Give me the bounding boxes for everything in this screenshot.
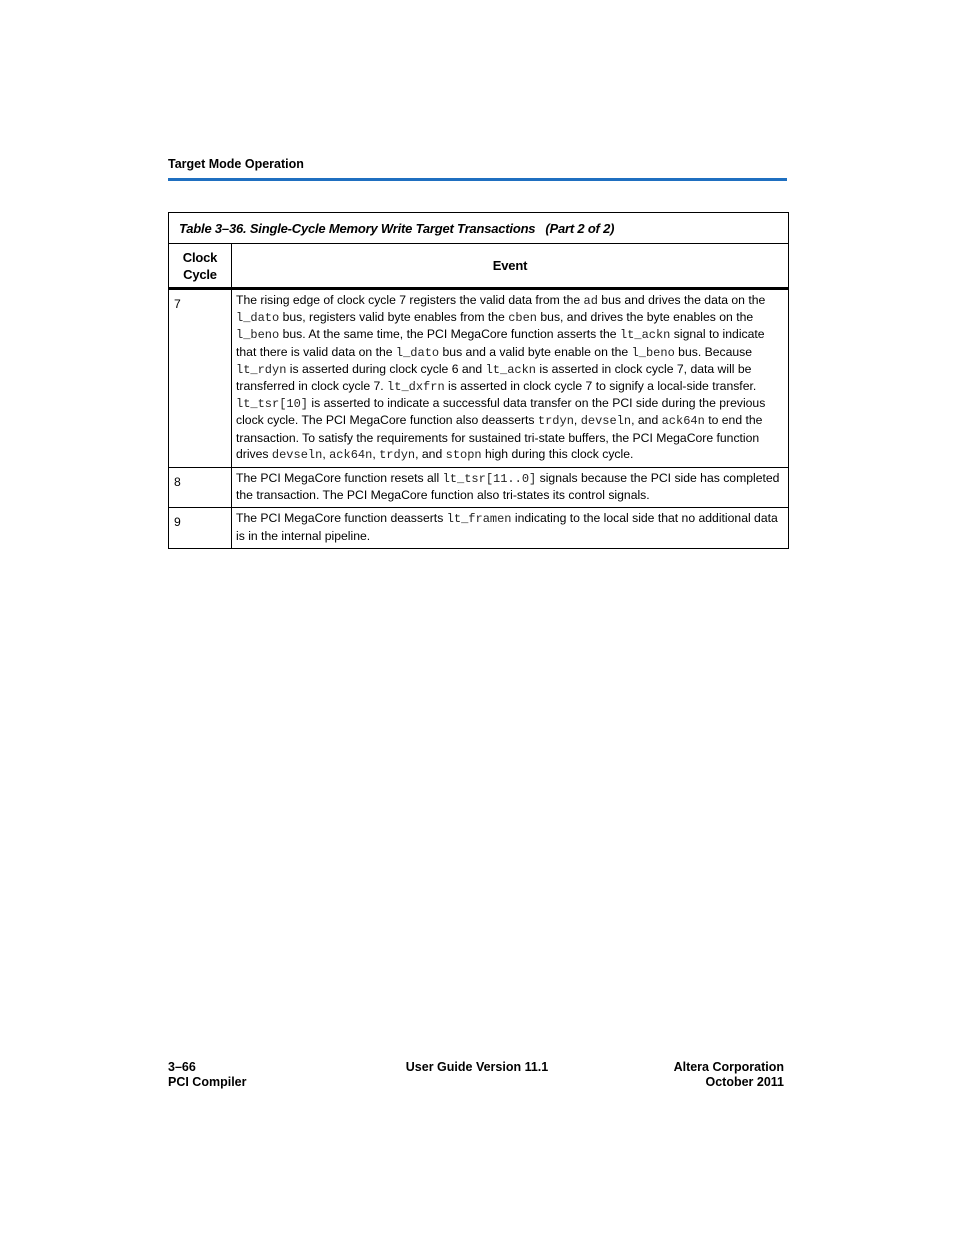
event-cell	[232, 468, 789, 508]
signal-name: lt_ackn	[619, 328, 671, 343]
event-text: is asserted during clock cycle 6 and	[286, 361, 486, 376]
event-text: is asserted in clock cycle 7, data will be transferred in clock cycle 7.	[236, 361, 752, 394]
table-row	[169, 508, 789, 548]
col-header-clock-line1: Clock	[182, 249, 218, 265]
event-text: bus. At the same time, the PCI MegaCore function asserts the	[279, 327, 620, 342]
clock-cycle-cell: 8	[169, 468, 232, 508]
event-cell	[232, 508, 789, 548]
signal-name: lt_rdyn	[236, 362, 287, 377]
signal-name: lt_dxfrn	[387, 380, 445, 395]
signal-name: ack64n	[661, 414, 705, 429]
event-text: ,	[322, 446, 330, 461]
signal-name: l_beno	[631, 345, 675, 360]
table-header-row	[169, 244, 789, 289]
event-text: signals because the PCI side has completed the transaction. The PCI MegaCore function also tri-states its control signals.	[236, 471, 780, 503]
signal-name: ack64n	[329, 447, 373, 462]
signal-name: lt_tsr[10]	[236, 397, 309, 412]
signal-name: devseln	[271, 447, 323, 462]
page-number: 3–66	[168, 1060, 196, 1074]
publish-date: October 2011	[705, 1075, 784, 1089]
signal-name: trdyn	[537, 414, 574, 429]
section-title: Target Mode Operation	[168, 157, 304, 171]
clock-cycle-cell: 9	[169, 508, 232, 548]
table-caption-text: Table 3–36. Single-Cycle Memory Write Target Transactions	[179, 220, 536, 236]
signal-name: ad	[583, 294, 598, 308]
event-text: is asserted to indicate a successful data transfer on the PCI side during the previous clock cycle. The PCI MegaCore function also deasserts	[236, 396, 766, 428]
product-name: PCI Compiler	[168, 1075, 247, 1089]
event-text: signal to indicate that there is valid data on the	[236, 327, 765, 359]
event-text: is asserted in clock cycle 7 to signify a local-side transfer.	[444, 379, 757, 394]
event-text: The rising edge of clock cycle 7 registers the valid data from the	[236, 293, 584, 307]
col-header-event: Event	[232, 244, 789, 289]
table-caption-part: (Part 2 of 2)	[545, 220, 615, 236]
event-text: , and	[631, 413, 662, 428]
company-name: Altera Corporation	[673, 1060, 784, 1074]
footer-right	[674, 1060, 784, 1090]
signal-name: l_beno	[236, 328, 280, 343]
event-text: high during this clock cycle.	[481, 446, 634, 461]
event-text: bus and drives the data on the	[597, 293, 766, 307]
footer-center	[0, 1060, 954, 1075]
event-text: ,	[372, 446, 380, 461]
table-body	[169, 289, 789, 549]
signal-name: devseln	[580, 414, 632, 429]
event-text: The PCI MegaCore function deasserts	[236, 511, 447, 526]
table-row	[169, 289, 789, 468]
event-text: The PCI MegaCore function resets all	[236, 471, 443, 486]
signal-name: lt_tsr[11..0]	[442, 472, 537, 487]
signal-name: trdyn	[379, 447, 416, 462]
event-text: ,	[573, 413, 581, 428]
signal-name: cben	[508, 311, 537, 326]
col-header-clock-cycle	[169, 244, 232, 289]
event-text: , and	[415, 446, 446, 461]
guide-version: User Guide Version 11.1	[405, 1060, 549, 1074]
event-text: bus, and drives the byte enables on the	[537, 310, 754, 325]
transactions-table	[168, 212, 789, 549]
signal-name: lt_ackn	[485, 362, 537, 377]
table-caption-row	[169, 213, 789, 244]
event-text: bus. Because	[674, 344, 753, 359]
event-text: bus, registers valid byte enables from the	[279, 310, 509, 325]
signal-name: l_dato	[395, 345, 440, 360]
signal-name: lt_framen	[446, 512, 512, 527]
clock-cycle-cell: 7	[169, 289, 232, 468]
col-header-clock-line2: Cycle	[183, 266, 217, 282]
event-text: bus and a valid byte enable on the	[439, 344, 632, 359]
table-row	[169, 468, 789, 508]
table-caption	[169, 213, 789, 244]
signal-name: l_dato	[236, 311, 280, 326]
event-text: indicating to the local side that no additional data is in the internal pipeline.	[236, 511, 778, 543]
header-rule	[168, 178, 787, 181]
signal-name: stopn	[445, 447, 482, 462]
event-cell	[232, 289, 789, 468]
event-text: to end the transaction. To satisfy the requirements for sustained tri-state buffers, the PCI MegaCore function drives	[236, 413, 763, 461]
